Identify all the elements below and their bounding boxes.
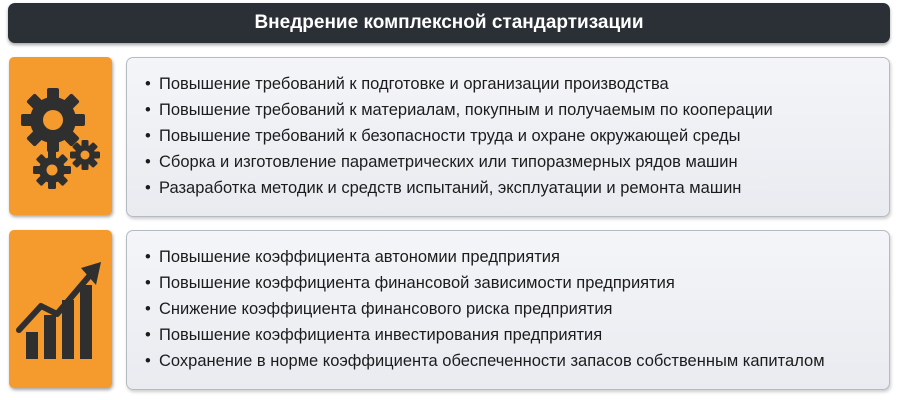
growth-chart-icon-box: [9, 230, 112, 388]
list-item-text: Повышение требований к подготовке и организации производства: [159, 75, 669, 93]
bullet-marker: •: [145, 300, 151, 318]
gears-icon: [9, 57, 112, 215]
list-item: [145, 175, 889, 201]
list-item: [145, 149, 889, 175]
bullet-marker: •: [145, 326, 151, 344]
list-item: [145, 322, 889, 348]
list-item-text: Разаработка методик и средств испытаний, эксплуатации и ремонта машин: [159, 179, 742, 197]
list-item: [145, 244, 889, 270]
bullet-marker: •: [145, 352, 151, 370]
list-item-text: Снижение коэффициента финансового риска предприятия: [159, 300, 613, 318]
list-item-text: Повышение требований к материалам, покупным и получаемым по кооперации: [159, 101, 773, 119]
financial-indicators-list: [126, 230, 890, 390]
bullet-marker: •: [145, 179, 151, 197]
bullet-marker: •: [145, 274, 151, 292]
list-item: [145, 123, 889, 149]
bullet-marker: •: [145, 153, 151, 171]
list-item: [145, 296, 889, 322]
bullet-marker: •: [145, 248, 151, 266]
title-bar: [8, 3, 890, 43]
page-title: Внедрение комплексной стандартизации: [254, 12, 644, 33]
list-item: [145, 270, 889, 296]
list-item: [145, 97, 889, 123]
growth-chart-icon: [9, 230, 112, 388]
list-item-text: Повышение коэффициента инвестирования предприятия: [159, 326, 603, 344]
bullet-marker: •: [145, 75, 151, 93]
bullet-marker: •: [145, 101, 151, 119]
standardization-requirements-list: [126, 57, 890, 217]
gears-icon-box: [9, 57, 112, 215]
bullet-marker: •: [145, 127, 151, 145]
list-item: [145, 71, 889, 97]
list-item: [145, 348, 889, 374]
list-item-text: Сохранение в норме коэффициента обеспеченности запасов собственным капиталом: [159, 352, 825, 370]
list-item-text: Сборка и изготовление параметрических или типоразмерных рядов машин: [159, 153, 738, 171]
list-item-text: Повышение требований к безопасности труда и охране окружающей среды: [159, 127, 741, 145]
list-item-text: Повышение коэффициента автономии предприятия: [159, 248, 560, 266]
list-item-text: Повышение коэффициента финансовой зависимости предприятия: [159, 274, 675, 292]
